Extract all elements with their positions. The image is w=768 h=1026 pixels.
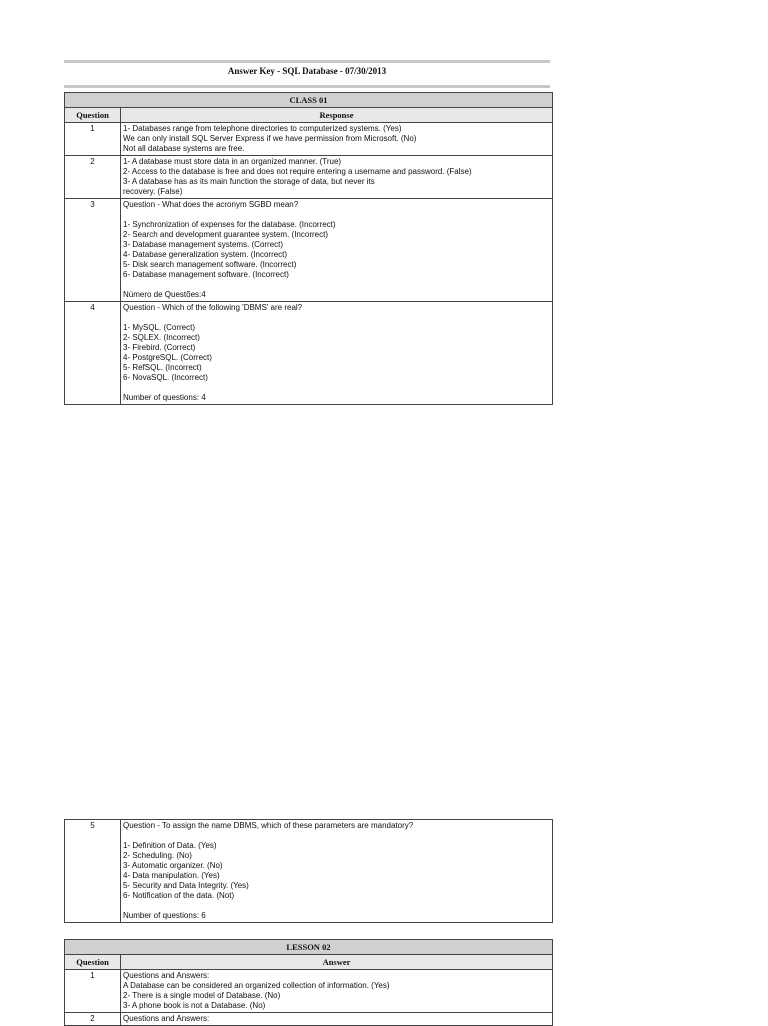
section-header: LESSON 02 bbox=[65, 940, 553, 955]
response-line: 5- RefSQL. (Incorrect) bbox=[123, 363, 202, 372]
blank-line bbox=[123, 313, 550, 323]
table-row bbox=[65, 302, 553, 405]
response-line: 1- MySQL. (Correct) bbox=[123, 323, 196, 332]
response-line: Not all database systems are free. bbox=[123, 144, 245, 153]
top-rule bbox=[64, 60, 550, 63]
lesson-02-table bbox=[64, 939, 553, 1026]
blank-line bbox=[123, 210, 550, 220]
class-01-continued-table bbox=[64, 819, 553, 923]
response-line: Number of questions: 6 bbox=[123, 911, 206, 920]
table-row bbox=[65, 199, 553, 302]
table-row bbox=[65, 156, 553, 199]
response-line: We can only install SQL Server Express if we have permission from Microsoft. (No) bbox=[123, 134, 417, 143]
response-line: A Database can be considered an organized collection of information. (Yes) bbox=[123, 981, 390, 990]
response-cell bbox=[121, 302, 553, 405]
response-line: 6- Notification of the data. (Not) bbox=[123, 891, 235, 900]
blank-line bbox=[123, 280, 550, 290]
response-cell bbox=[121, 156, 553, 199]
question-column-header: Question bbox=[65, 108, 121, 123]
response-line: 1- Databases range from telephone directories to computerized systems. (Yes) bbox=[123, 124, 402, 133]
response-line: recovery. (False) bbox=[123, 187, 183, 196]
response-line: 1- Synchronization of expenses for the database. (Incorrect) bbox=[123, 220, 336, 229]
title-underline-rule bbox=[64, 85, 550, 88]
response-line: 1- Definition of Data. (Yes) bbox=[123, 841, 217, 850]
response-line: 3- Database management systems. (Correct) bbox=[123, 240, 284, 249]
question-number: 1 bbox=[65, 123, 121, 156]
response-line: 2- Scheduling. (No) bbox=[123, 851, 192, 860]
response-line: 2- SQLEX. (Incorrect) bbox=[123, 333, 200, 342]
response-line: Question - What does the acronym SGBD mean? bbox=[123, 200, 299, 209]
response-line: 2- Access to the database is free and does not require entering a username and password. (False) bbox=[123, 167, 472, 176]
response-line: 4- Data manipulation. (Yes) bbox=[123, 871, 220, 880]
question-number: 3 bbox=[65, 199, 121, 302]
document-title: Answer Key - SQL Database - 07/30/2013 bbox=[227, 66, 387, 76]
response-line: Questions and Answers: bbox=[123, 1014, 210, 1023]
question-number: 1 bbox=[65, 970, 121, 1013]
response-line: 5- Disk search management software. (Incorrect) bbox=[123, 260, 297, 269]
section-header: CLASS 01 bbox=[65, 93, 553, 108]
response-line: 2- Search and development guarantee system. (Incorrect) bbox=[123, 230, 328, 239]
table-row bbox=[65, 123, 553, 156]
question-number: 5 bbox=[65, 820, 121, 923]
response-line: Questions and Answers: bbox=[123, 971, 210, 980]
response-line: 5- Security and Data Integrity. (Yes) bbox=[123, 881, 249, 890]
response-line: 3- Automatic organizer. (No) bbox=[123, 861, 223, 870]
response-cell bbox=[121, 970, 553, 1013]
response-line: 6- NovaSQL. (Incorrect) bbox=[123, 373, 208, 382]
response-line: 4- Database generalization system. (Incorrect) bbox=[123, 250, 288, 259]
response-line: 3- Firebird. (Correct) bbox=[123, 343, 196, 352]
blank-line bbox=[123, 901, 550, 911]
question-number: 2 bbox=[65, 156, 121, 199]
response-line: Question - Which of the following 'DBMS' are real? bbox=[123, 303, 303, 312]
blank-line bbox=[123, 831, 550, 841]
response-line: 3- A phone book is not a Database. (No) bbox=[123, 1001, 266, 1010]
response-line: 3- A database has as its main function the storage of data, but never its bbox=[123, 177, 375, 186]
response-column-header: Response bbox=[121, 108, 553, 123]
question-number: 2 bbox=[65, 1013, 121, 1026]
answer-column-header: Answer bbox=[121, 955, 553, 970]
response-line: Número de Questões:4 bbox=[123, 290, 206, 299]
response-cell bbox=[121, 820, 553, 923]
response-line: 2- There is a single model of Database. (No) bbox=[123, 991, 281, 1000]
response-cell bbox=[121, 199, 553, 302]
question-number: 4 bbox=[65, 302, 121, 405]
question-column-header: Question bbox=[65, 955, 121, 970]
blank-line bbox=[123, 383, 550, 393]
response-line: Number of questions: 4 bbox=[123, 393, 206, 402]
class-01-table bbox=[64, 92, 553, 405]
table-row bbox=[65, 820, 553, 923]
response-line: 6- Database management software. (Incorrect) bbox=[123, 270, 289, 279]
response-line: Question - To assign the name DBMS, which of these parameters are mandatory? bbox=[123, 821, 414, 830]
table-row bbox=[65, 970, 553, 1013]
response-line: 1- A database must store data in an organized manner. (True) bbox=[123, 157, 342, 166]
response-line: 4- PostgreSQL. (Correct) bbox=[123, 353, 212, 362]
response-cell bbox=[121, 123, 553, 156]
